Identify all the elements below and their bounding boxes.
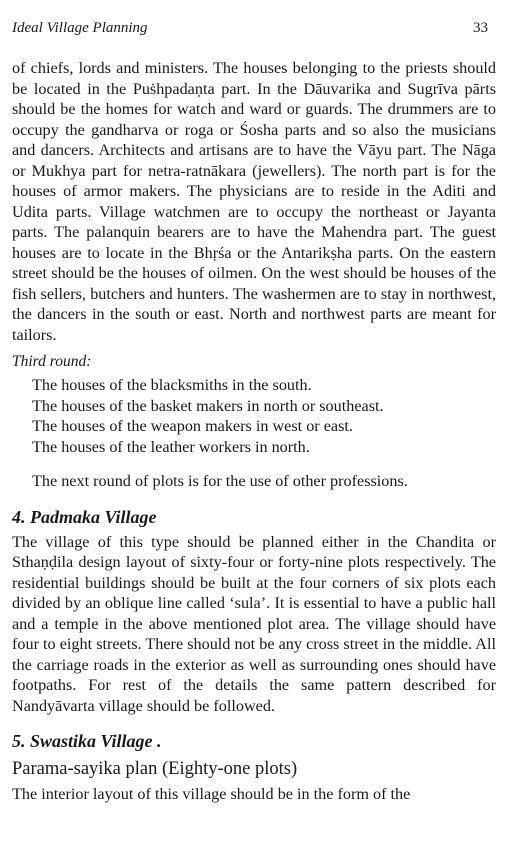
running-head: Ideal Village Planning [12,20,148,36]
swastika-subheading: Parama-sayika plan (Eighty-one plots) [12,759,298,779]
third-round-list [12,375,496,457]
third-round-label: Third round: [12,353,92,370]
padmaka-paragraph: The village of this type should be planned either in the Chandita or Sthaṇḍila design layout of sixty-four or forty-nine plots respectively. The residential buildings should be built at the four corners of six plots each divided by an oblique line called ‘sula’. It is essential to have a public hall and a temple in the above mentioned plot area. The village should have four to eight streets. There should not be any cross street in the middle. All the carriage roads in the exterior as well as surrounding ones should have footpaths. For rest of the details the same pattern described for Nandyāvarta village should be followed. [12,532,496,715]
body-paragraph: of chiefs, lords and ministers. The houses belonging to the priests should be located in the Puṡhpadaṇta part. In the Dāuvarika and Sugrīva pārts should be the homes for watch and ward or guards. The drummers are to occupy the gandharva or roga or Śosha parts and so also the musicians and dancers. Architects and artisans are to have the Vāyu part. The Nāga or Mukhya part for netra-ratnākara (jewellers). The north part is for the houses of armor makers. The physicians are to reside in the Aditi and Udita parts. Village watchmen are to occupy the northeast or Jayanta parts. The palanquin bearers are to have the Mahendra part. The guest houses are to locate in the Bhṛśa or the Antarikṣha parts. On the eastern street should be the houses of oilmen. On the west should be houses of the fish sellers, butchers and hunters. The washermen are to stay in northwest, the dancers in the south or east. North and northwest parts are meant for tailors. [12,59,496,344]
section-heading-padmaka: 4. Padmaka Village [12,506,157,527]
swastika-paragraph: The interior layout of this village should be in the form of the [12,785,411,803]
list-item: The houses of the basket makers in north or southeast. [32,396,384,415]
list-item: The houses of the blacksmiths in the south. [32,376,312,394]
section-heading-swastika: 5. Swastika Village . [12,731,162,751]
next-round-text: The next round of plots is for the use of other professions. [32,472,408,490]
list-item: The houses of the leather workers in north. [32,437,310,456]
page-number: 33 [473,20,488,36]
list-item: The houses of the weapon makers in west or east. [32,417,353,435]
page-header [12,0,496,44]
